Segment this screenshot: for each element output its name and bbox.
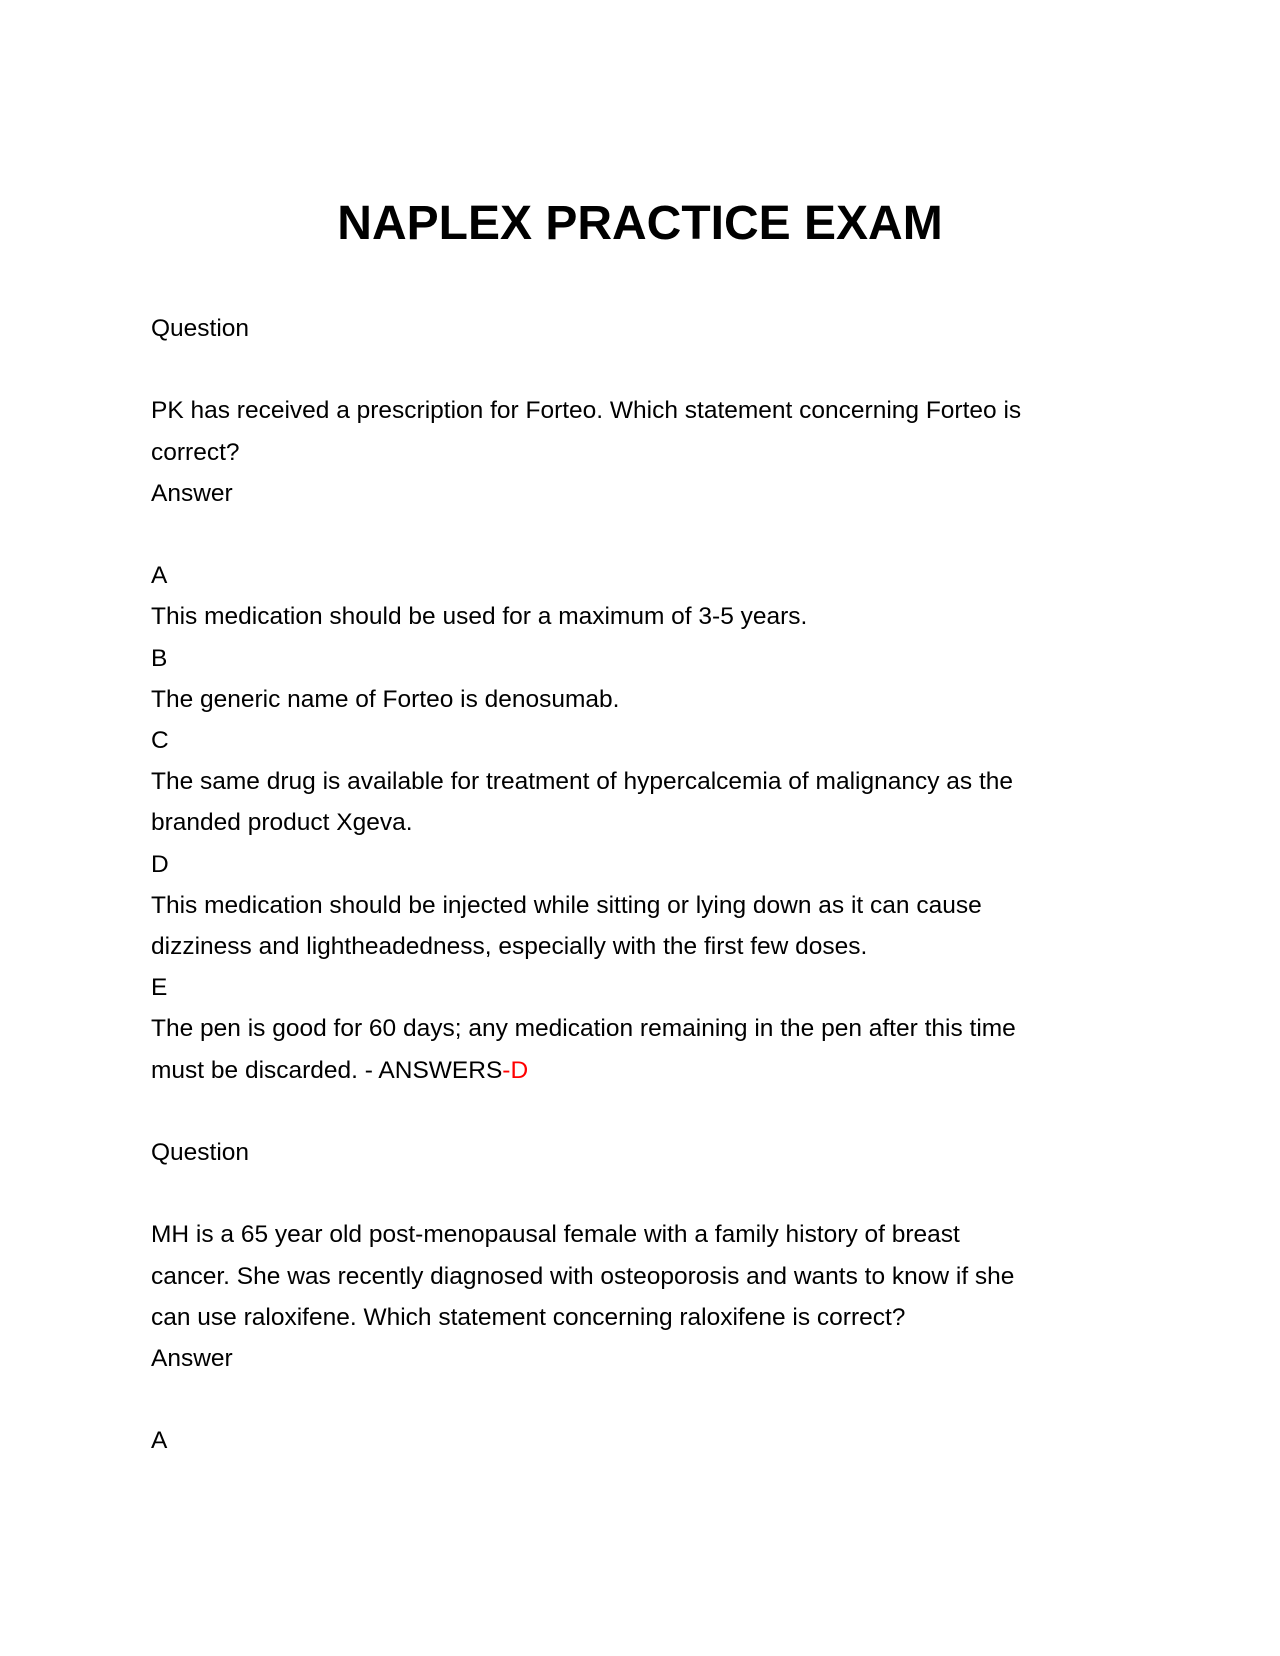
option-letter: A [151,562,168,590]
option-text: The same drug is available for treatment of hypercalcemia of malignancy as the [151,768,1014,796]
document-body [151,308,1126,1462]
question-prompt-line: cancer. She was recently diagnosed with osteoporosis and wants to know if she [151,1262,1015,1290]
question-prompt-line: correct? [151,438,240,466]
answer-key-separator: - [502,1056,511,1084]
option-letter: B [151,644,168,672]
option-letter: C [151,727,169,754]
question-heading: Question [151,315,250,342]
option-text: dizziness and lightheadedness, especially with the first few doses. [151,933,868,961]
question-prompt-line: MH is a 65 year old post-menopausal female with a family history of breast [151,1221,960,1249]
option-text: This medication should be injected while sitting or lying down as it can cause [151,891,982,919]
answer-key: D [510,1056,529,1084]
option-letter: E [151,974,168,1002]
option-text: This medication should be used for a maximum of 3-5 years. [151,603,808,631]
option-letter: A [151,1427,168,1455]
spacer [151,349,1126,390]
option-text: The pen is good for 60 days; any medication remaining in the pen after this time [151,1015,1016,1043]
option-letter: D [151,850,169,878]
question-prompt-line: PK has received a prescription for Forteo. Which statement concerning Forteo is [151,397,1022,425]
spacer [151,514,1126,555]
answer-heading: Answer [151,1345,233,1373]
option-text: must be discarded. - ANSWERS [151,1056,503,1084]
option-text: The generic name of Forteo is denosumab. [151,685,620,713]
question-prompt-line: can use raloxifene. Which statement concerning raloxifene is correct? [151,1303,906,1331]
option-text-with-answer [151,1050,1126,1091]
spacer [151,1091,1126,1132]
answer-heading: Answer [151,479,233,507]
spacer [151,1379,1126,1420]
document-title: NAPLEX PRACTICE EXAM [337,197,943,250]
spacer [151,1173,1126,1214]
option-text: branded product Xgeva. [151,809,413,837]
question-heading: Question [151,1139,250,1167]
